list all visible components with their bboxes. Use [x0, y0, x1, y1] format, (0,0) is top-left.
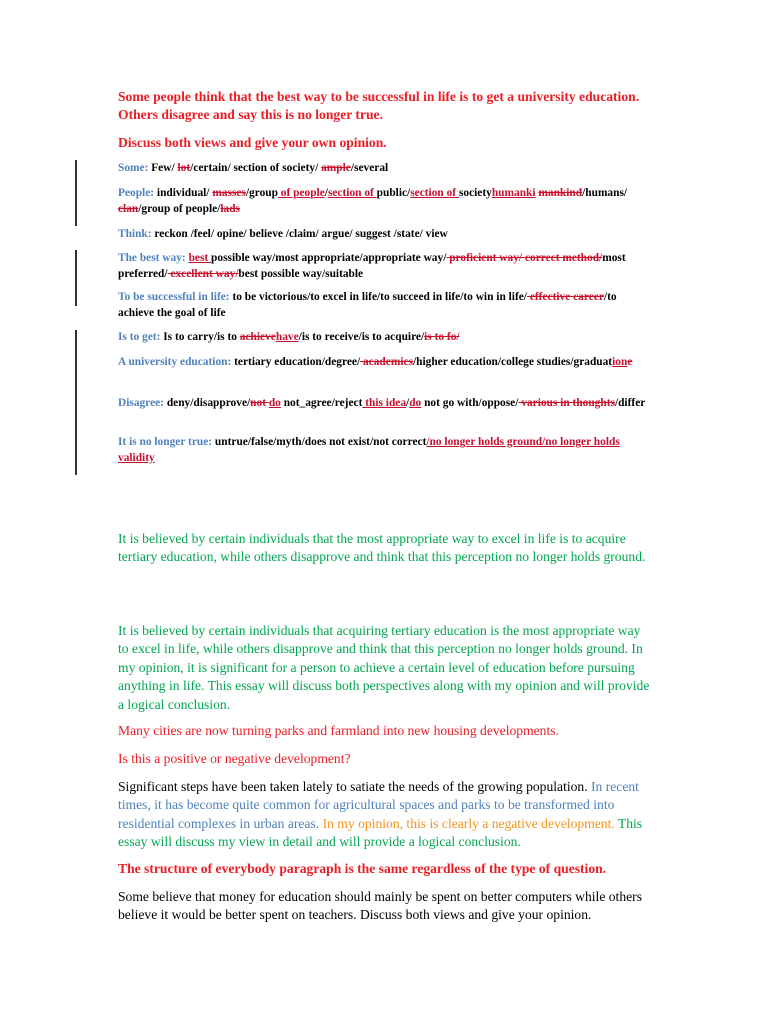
- tracked-insertion: have: [275, 331, 299, 343]
- question-1-prompt: Some people think that the best way to be successful in life is to get a university education. Others disagree and say this is no longer true.: [118, 89, 640, 122]
- vocab-text: /is to receive/is to acquire/: [298, 331, 425, 343]
- tracked-deletion: effective career: [526, 291, 604, 303]
- vocab-text: reckon /feel/ opine/ believe /claim/ argue/ suggest /state/ view: [151, 228, 448, 240]
- question-1-instruction: Discuss both views and give your own opinion.: [118, 135, 387, 150]
- margin-change-bar: [75, 250, 77, 306]
- background-statement: Significant steps have been taken lately to satiate the needs of the growing population.: [118, 779, 588, 794]
- vocab-text: /differ: [614, 397, 646, 409]
- vocab-text: Few/: [148, 162, 178, 174]
- vocab-line: [118, 434, 653, 466]
- tracked-insertion: do: [268, 397, 281, 409]
- vocab-label: Is to get:: [118, 331, 161, 343]
- vocab-text: not go with/oppose/: [421, 397, 519, 409]
- vocab-line: [118, 226, 653, 242]
- vocab-text: /: [406, 397, 410, 409]
- vocab-text: /to achieve the goal of life: [118, 291, 617, 319]
- vocab-line: [118, 329, 653, 345]
- vocab-text: public/: [376, 187, 411, 199]
- vocab-text: /several: [350, 162, 389, 174]
- vocab-text: /group of people/: [138, 203, 221, 215]
- introduction-question-2: [118, 778, 653, 852]
- vocab-line: [118, 395, 653, 411]
- vocab-text: /group: [245, 187, 278, 199]
- tracked-deletion: ample: [321, 162, 351, 174]
- tracked-deletion: lads: [220, 203, 240, 215]
- vocab-label: Some:: [118, 162, 149, 174]
- tracked-insertion: ion: [612, 356, 628, 368]
- vocab-line: [118, 289, 653, 321]
- vocab-text: deny/disapprove/: [163, 397, 251, 409]
- vocab-line: [118, 250, 653, 282]
- tracked-deletion: excellent way/: [167, 268, 239, 280]
- vocab-text: most preferred/: [118, 252, 626, 280]
- tracked-deletion: mankind: [538, 187, 583, 199]
- vocab-text: possible way/most appropriate/appropriate way/: [211, 252, 447, 264]
- tracked-insertion: of people: [277, 187, 325, 199]
- structure-note: The structure of everybody paragraph is the same regardless of the type of question.: [118, 861, 607, 876]
- vocab-text: individual/: [154, 187, 213, 199]
- tracked-deletion: not: [250, 397, 269, 409]
- question-2-instruction: Is this a positive or negative development?: [118, 751, 351, 766]
- question-2-prompt: Many cities are now turning parks and farmland into new housing developments.: [118, 723, 559, 738]
- tracked-deletion: e: [627, 356, 633, 368]
- outline-statement: This essay will discuss my view in detail and will provide a logical conclusion.: [118, 815, 643, 850]
- vocab-label: A university education:: [118, 356, 232, 368]
- tracked-deletion: masses: [212, 187, 246, 199]
- vocab-text: /humans/: [582, 187, 628, 199]
- margin-change-bar: [75, 330, 77, 475]
- tracked-insertion: section of: [327, 187, 377, 199]
- tracked-insertion: humanki: [491, 187, 536, 199]
- vocab-line: [118, 354, 653, 370]
- tracked-insertion: /no longer holds ground/no longer holds validity: [118, 436, 620, 464]
- vocab-text: /: [324, 187, 328, 199]
- vocab-label: People:: [118, 187, 155, 199]
- tracked-insertion: section of: [410, 187, 459, 199]
- vocab-text: /certain/ section of society/: [190, 162, 322, 174]
- vocab-line: [118, 185, 653, 217]
- vocab-label: Think:: [118, 228, 152, 240]
- vocab-text: untrue/false/myth/does not exist/not correct: [212, 436, 427, 448]
- vocab-line: [118, 160, 653, 176]
- vocab-text: tertiary education/degree/: [231, 356, 361, 368]
- vocab-label: It is no longer true:: [118, 436, 213, 448]
- introduction-draft-2: It is believed by certain individuals that acquiring tertiary education is the most appropriate way to excel in life, while others disapprove and think that this perception no longer holds ground. In my opinion, it is significant for a person to achieve a certain level of education before pursuing anything in life. This essay will discuss both perspectives along with my opinion and will provide a logical conclusion.: [118, 623, 650, 712]
- vocab-label: The best way:: [118, 252, 186, 264]
- paraphrase-statement: In recent times, it has become quite common for agricultural spaces and parks to be transformed into residential complexes in urban areas.: [118, 779, 639, 831]
- introduction-draft-1: It is believed by certain individuals that the most appropriate way to excel in life is to acquire tertiary education, while others disapprove and think that this perception no longer holds ground.: [118, 531, 646, 565]
- margin-change-bar: [75, 160, 77, 226]
- tracked-deletion: is to fo/: [424, 331, 460, 343]
- vocab-label: Disagree:: [118, 397, 164, 409]
- tracked-deletion: academics: [360, 356, 413, 368]
- question-3-prompt: Some believe that money for education should mainly be spent on better computers while others believe it would be better spent on teachers. Discuss both views and give your opinion.: [118, 889, 642, 923]
- vocab-text: Is to carry/is to: [160, 331, 240, 343]
- vocab-text: /higher education/college studies/graduat: [412, 356, 613, 368]
- tracked-deletion: achieve: [239, 331, 276, 343]
- tracked-insertion: best: [188, 252, 212, 264]
- opinion-statement: In my opinion, this is clearly a negative development.: [319, 815, 615, 831]
- tracked-deletion: clan: [118, 203, 139, 215]
- vocab-label: To be successful in life:: [118, 291, 230, 303]
- tracked-deletion: lot: [177, 162, 191, 174]
- vocab-text: best possible way/suitable: [238, 268, 364, 280]
- tracked-insertion: do: [409, 397, 422, 409]
- vocab-text: not_agree/reject: [280, 397, 363, 409]
- tracked-deletion: proficient way/ correct method/: [446, 252, 603, 264]
- tracked-deletion: various in thoughts: [518, 397, 615, 409]
- vocab-text: to be victorious/to excel in life/to succeed in life/to win in life/: [229, 291, 527, 303]
- tracked-insertion: this idea: [362, 397, 407, 409]
- vocab-text: society: [458, 187, 492, 199]
